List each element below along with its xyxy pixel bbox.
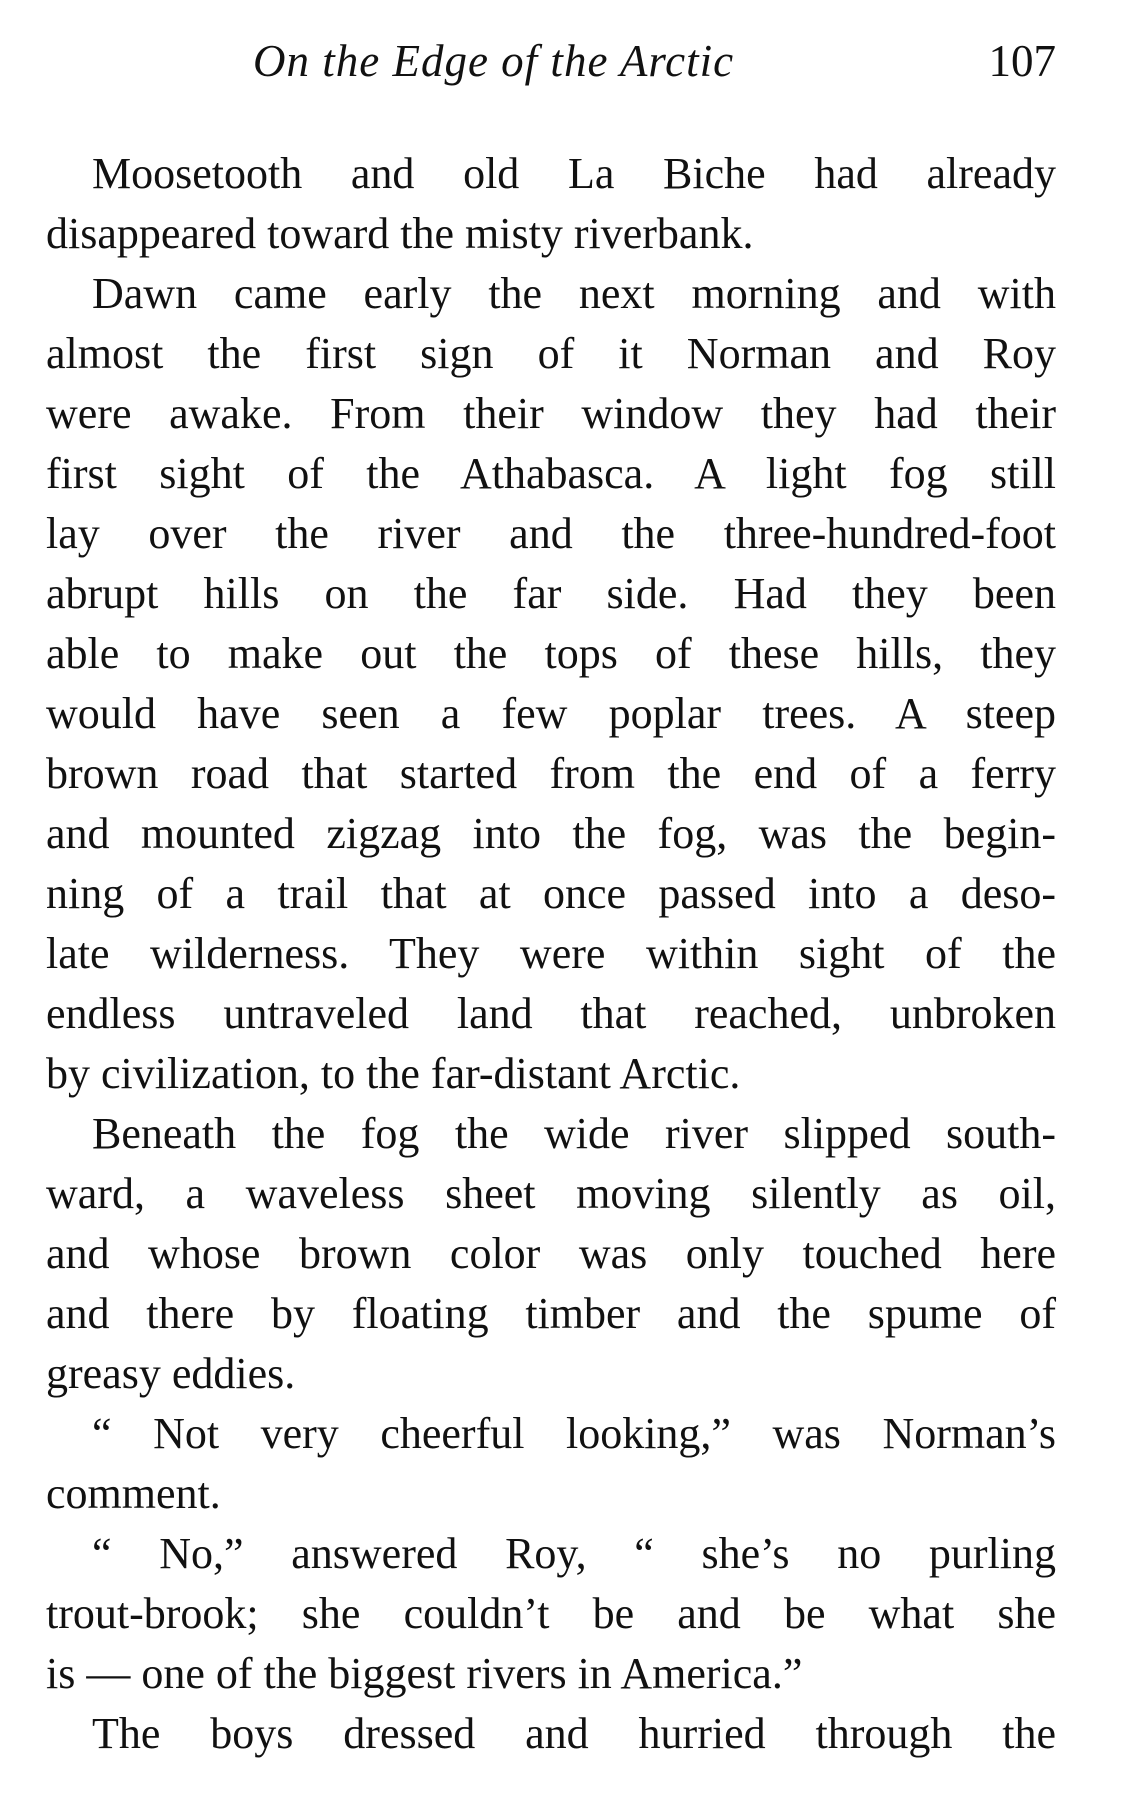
text-line: greasy eddies. [46,1349,296,1398]
page-number: 107 [988,36,1056,86]
text-line: The boys dressed and hurried through the [92,1709,1056,1758]
text-line: abrupt hills on the far side. Had they been [46,569,1056,618]
text-line: late wilderness. They were within sight of the [46,929,1056,978]
text-line: Beneath the fog the wide river slipped south- [92,1109,1056,1158]
text-line: and mounted zigzag into the fog, was the begin- [46,809,1056,858]
text-line: “ No,” answered Roy, “ she’s no purling [92,1529,1056,1578]
text-line: Dawn came early the next morning and with [92,269,1056,318]
text-line: trout-brook; she couldn’t be and be what she [46,1589,1056,1638]
body-text [46,144,1056,1764]
text-line: is — one of the biggest rivers in America.” [46,1649,803,1698]
text-line: by civilization, to the far-distant Arctic. [46,1049,741,1098]
text-line: brown road that started from the end of a ferry [46,749,1056,798]
text-line: ward, a waveless sheet moving silently as oil, [46,1169,1056,1218]
text-line: and there by floating timber and the spume of [46,1289,1056,1338]
text-line: first sight of the Athabasca. A light fog still [46,449,1056,498]
text-line: Moosetooth and old La Biche had already [92,149,1056,198]
text-line: able to make out the tops of these hills, they [46,629,1056,678]
text-line: were awake. From their window they had their [46,389,1056,438]
text-line: endless untraveled land that reached, unbroken [46,989,1056,1038]
running-title: On the Edge of the Arctic [253,36,735,86]
text-line: and whose brown color was only touched here [46,1229,1056,1278]
text-line: would have seen a few poplar trees. A steep [46,689,1056,738]
book-page [46,28,1056,1764]
text-line: comment. [46,1469,221,1518]
text-line: ning of a trail that at once passed into a deso- [46,869,1056,918]
running-head [46,28,1056,94]
text-line: almost the first sign of it Norman and Roy [46,329,1056,378]
text-line: lay over the river and the three-hundred-foot [46,509,1056,558]
text-line: “ Not very cheerful looking,” was Norman’s [92,1409,1056,1458]
text-line: disappeared toward the misty riverbank. [46,209,754,258]
